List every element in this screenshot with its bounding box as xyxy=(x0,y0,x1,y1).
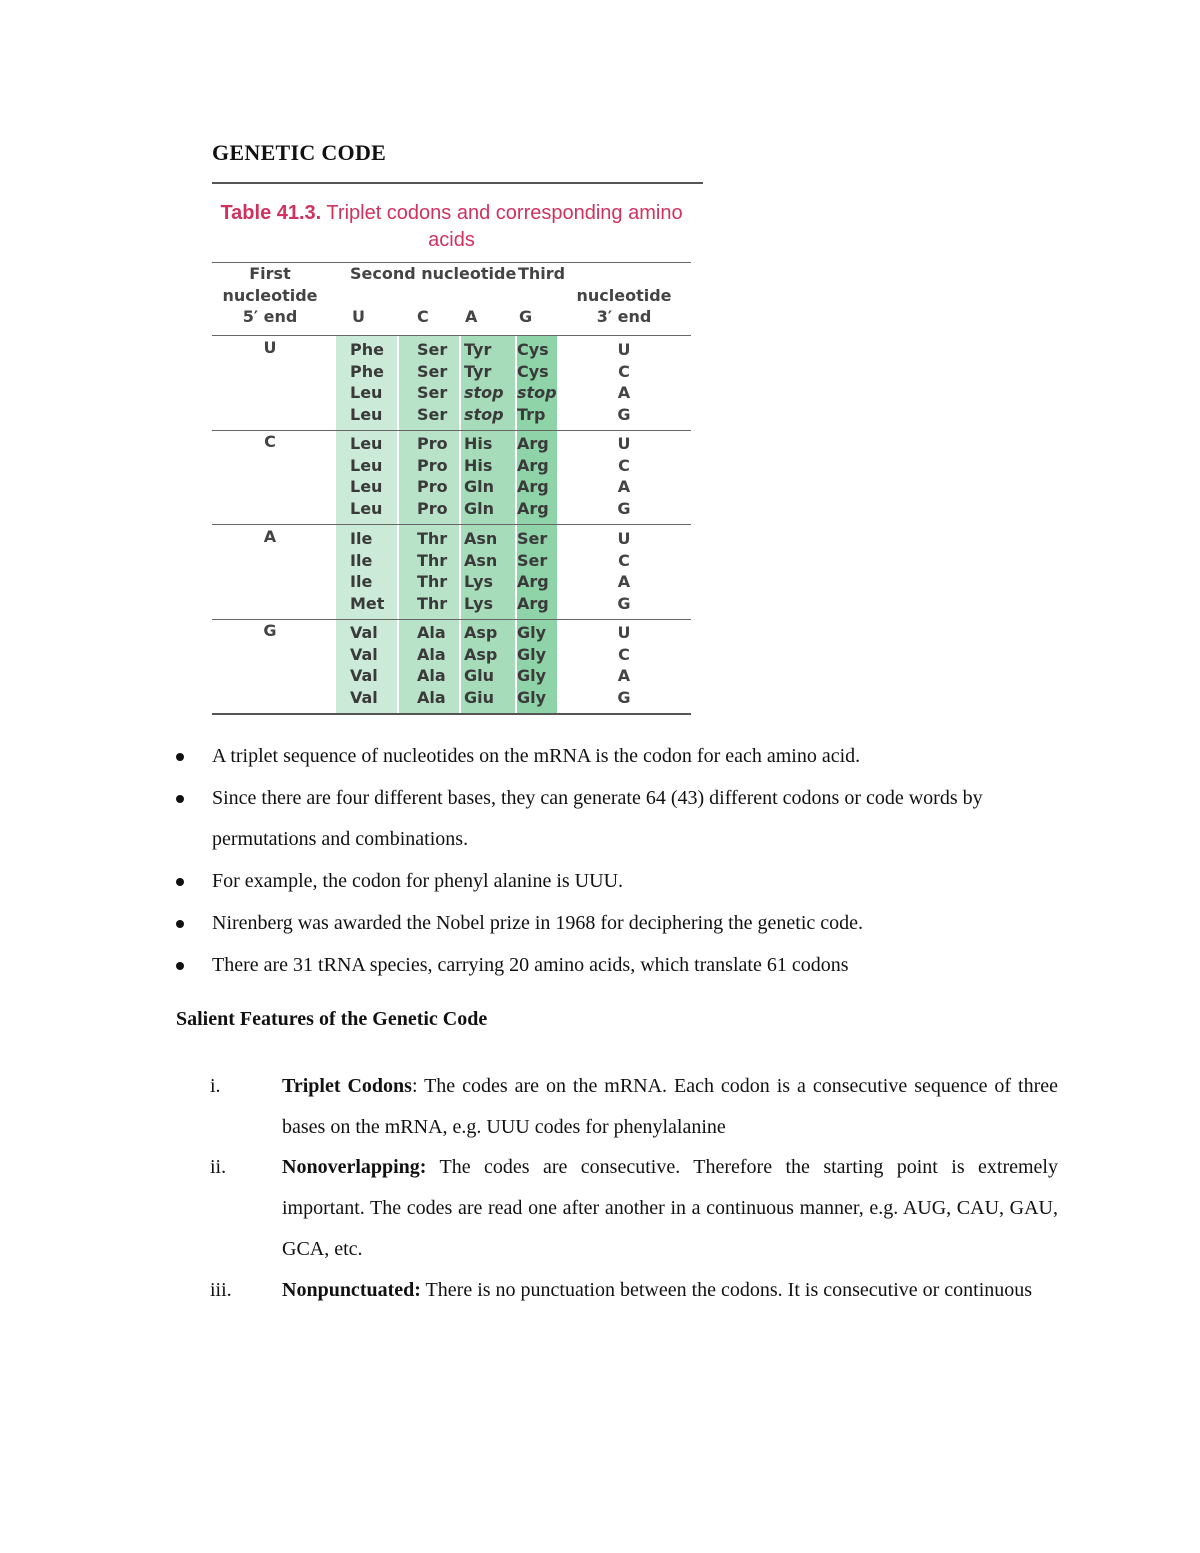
page-title: GENETIC CODE xyxy=(212,140,387,165)
amino-col-a: Tyr Tyr stop stop xyxy=(464,340,504,424)
amino-col-a: Asn Asn Lys Lys xyxy=(464,529,498,613)
amino-col-g: Cys Cys stop Trp xyxy=(517,340,557,424)
amino-col-u: Phe Phe Leu Leu xyxy=(350,340,384,424)
features-list xyxy=(210,1066,1058,1310)
header-second-base-c: C xyxy=(417,307,429,326)
amino-col-g: Arg Arg Arg Arg xyxy=(517,434,549,518)
table-caption xyxy=(212,200,691,254)
header-second-base-u: U xyxy=(352,307,365,326)
amino-col-c: Ser Ser Ser Ser xyxy=(417,340,448,424)
bullet-dot-icon xyxy=(176,962,184,970)
feature-term: Nonpunctuated: xyxy=(282,1278,421,1301)
header-third-title: Third xyxy=(518,264,566,283)
amino-col-c: Ala Ala Ala Ala xyxy=(417,623,446,707)
codon-table xyxy=(212,262,691,715)
codon-group-u: U Phe Phe Leu Leu Ser Ser Ser Ser Tyr Tyr stop stop Cys Cys stop Trp U C A G xyxy=(212,336,691,430)
third-base-col: U C A G xyxy=(617,529,631,613)
header-second-base-a: A xyxy=(465,307,478,326)
header-first-line1: First xyxy=(249,264,291,283)
header-third-line2: nucleotide xyxy=(576,286,672,305)
list-item: Nirenberg was awarded the Nobel prize in 1968 for deciphering the genetic code. xyxy=(176,903,1066,944)
amino-col-a: Asp Asp Glu Giu xyxy=(464,623,498,707)
feature-term: Triplet Codons xyxy=(282,1075,412,1097)
codon-group-g: G Val Val Val Val Ala Ala Ala Ala Asp Asp Glu Giu Gly Gly Gly Gly U C A G xyxy=(212,619,691,713)
header-third-line3: 3′ end xyxy=(596,307,652,326)
amino-col-u: Val Val Val Val xyxy=(350,623,378,707)
amino-col-a: His His Gln Gln xyxy=(464,434,495,518)
amino-col-c: Pro Pro Pro Pro xyxy=(417,434,448,518)
codon-group-c: C Leu Leu Leu Leu Pro Pro Pro Pro His His Gln Gln Arg Arg Arg Arg U C A G xyxy=(212,430,691,524)
bullet-dot-icon xyxy=(176,878,184,886)
table-bottom-rule xyxy=(212,713,691,715)
feature-term: Nonoverlapping: xyxy=(282,1156,427,1179)
section-heading: Salient Features of the Genetic Code xyxy=(176,1008,488,1030)
header-first-line3: 5′ end xyxy=(242,307,298,326)
bullet-dot-icon xyxy=(176,795,184,803)
third-base-col: U C A G xyxy=(617,623,631,707)
amino-col-u: Ile Ile Ile Met xyxy=(350,529,385,613)
amino-col-u: Leu Leu Leu Leu xyxy=(350,434,383,518)
feature-item xyxy=(210,1066,1058,1147)
feature-numeral: iii. xyxy=(210,1278,232,1301)
bullet-dot-icon xyxy=(176,920,184,928)
amino-col-c: Thr Thr Thr Thr xyxy=(417,529,448,613)
key-points-list xyxy=(176,736,1066,987)
list-item: Since there are four different bases, they can generate 64 (43) different codons or code words by permutations and combinations. xyxy=(176,778,1066,860)
feature-item xyxy=(210,1147,1058,1269)
title-rule xyxy=(212,182,703,184)
feature-numeral: i. xyxy=(210,1075,221,1097)
list-item: A triplet sequence of nucleotides on the mRNA is the codon for each amino acid. xyxy=(176,736,1066,777)
header-second-base-g: G xyxy=(519,307,533,326)
feature-item xyxy=(210,1270,1058,1311)
table-top-rule xyxy=(212,262,691,263)
feature-text: : The codes are on the mRNA. Each codon is a consecutive sequence of three bases on the mRNA, e.g. UUU codes for phenylalanine xyxy=(282,1075,1058,1138)
feature-numeral: ii. xyxy=(210,1156,227,1179)
amino-col-g: Gly Gly Gly Gly xyxy=(517,623,547,707)
amino-col-g: Ser Ser Arg Arg xyxy=(517,529,549,613)
table-caption-text: Triplet codons and corresponding amino acids xyxy=(321,202,683,251)
bullet-dot-icon xyxy=(176,753,184,761)
third-base-col: U C A G xyxy=(617,340,631,424)
list-item: There are 31 tRNA species, carrying 20 amino acids, which translate 61 codons xyxy=(176,945,1066,986)
codon-group-a: A Ile Ile Ile Met Thr Thr Thr Thr Asn Asn Lys Lys Ser Ser Arg Arg U C A G xyxy=(212,525,691,619)
feature-text: There is no punctuation between the codons. It is consecutive or continuous xyxy=(420,1278,1033,1301)
third-base-col: U C A G xyxy=(617,434,631,518)
table-caption-label: Table 41.3. xyxy=(220,202,322,224)
header-second-title: Second nucleotide xyxy=(350,264,517,283)
feature-text: The codes are consecutive. Therefore the starting point is extremely important. The codes are read one after another in a continuous manner, e.g. AUG, CAU, GAU, GCA, etc. xyxy=(282,1156,1058,1260)
header-first-line2: nucleotide xyxy=(222,286,318,305)
list-item: For example, the codon for phenyl alanine is UUU. xyxy=(176,861,1066,902)
